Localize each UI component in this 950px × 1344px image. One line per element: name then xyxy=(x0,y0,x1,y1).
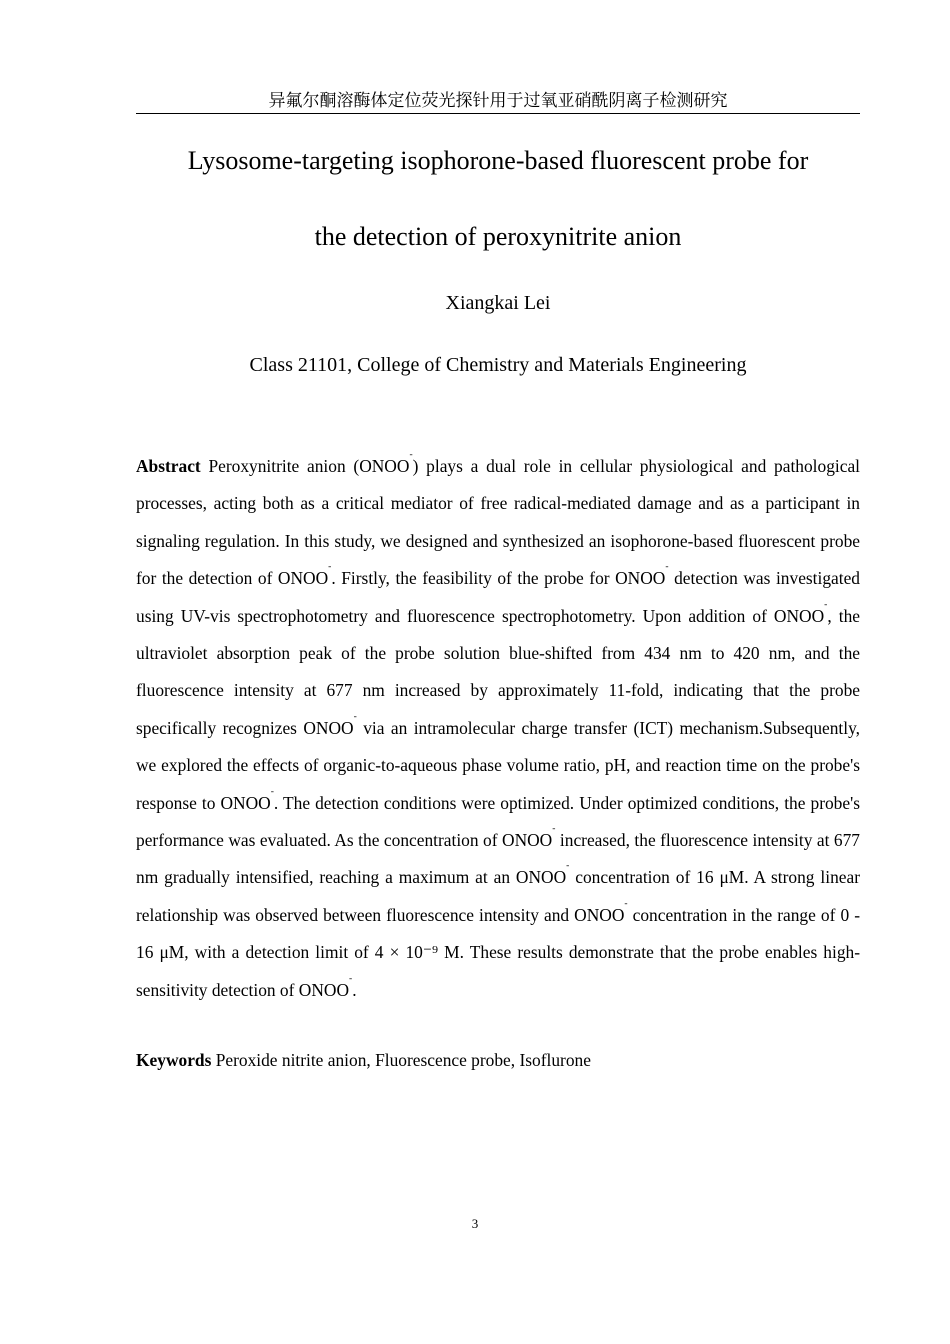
abstract-text: increased, the fluorescence intensity at 677 nm gradually intensified, reaching a maximum at an ONOO xyxy=(136,830,860,888)
running-header: 异氟尔酮溶酶体定位荧光探针用于过氧亚硝酰阴离子检测研究 xyxy=(136,90,860,114)
superscript-charge: - xyxy=(349,972,353,984)
abstract-text: ) plays a dual role in cellular physiological and pathological processes, acting both as a critical mediator of free radical-mediated damage and as a participant in signaling regulation. In this study, we designed and synthesized an isophorone-based fluorescent probe for the detection of ONOO xyxy=(136,456,860,589)
superscript-charge: - xyxy=(624,897,628,909)
author-name: Xiangkai Lei xyxy=(445,292,551,314)
author-affiliation: Class 21101, College of Chemistry and Materials Engineering xyxy=(249,354,747,376)
superscript-charge: - xyxy=(353,710,357,722)
paper-title-line-2: the detection of peroxynitrite anion xyxy=(314,222,682,251)
keywords-text: Peroxide nitrite anion, Fluorescence probe, Isoflurone xyxy=(211,1050,591,1070)
superscript-charge: - xyxy=(270,785,274,797)
abstract-text: via an intramolecular charge transfer (ICT) mechanism.Subsequently, we explored the effects of organic-to-aqueous phase volume ratio, pH, and reaction time on the probe's response to ONOO xyxy=(136,717,860,813)
superscript-charge: - xyxy=(566,860,570,872)
superscript-charge: - xyxy=(409,449,413,460)
paper-title-line-1: Lysosome-targeting isophorone-based fluorescent probe for xyxy=(187,146,809,175)
superscript-charge: - xyxy=(824,598,828,610)
abstract-text: Peroxynitrite anion (ONOO xyxy=(200,456,410,476)
abstract-paragraph xyxy=(136,448,860,1009)
keywords-line xyxy=(136,1047,860,1073)
abstract-text: , the ultraviolet absorption peak of the probe solution blue-shifted from 434 nm to 420 nm, and the fluorescence intensity at 677 nm increased by approximately 11-fold, indicating that the probe specifically recognizes ONOO xyxy=(136,605,860,738)
abstract-text: detection was investigated using UV-vis spectrophotometry and fluorescence spectrophotometry. Upon addition of ONOO xyxy=(136,568,861,626)
abstract-text: . Firstly, the feasibility of the probe for ONOO xyxy=(331,568,666,589)
abstract-label: Abstract xyxy=(136,456,201,476)
abstract-text: concentration of 16 μM. A strong linear relationship was observed between fluorescence intensity and ONOO xyxy=(136,867,860,925)
abstract-text: concentration in the range of 0 - 16 μM, with a detection limit of 4 × 10⁻⁹ M. These results demonstrate that the probe enables high-sensitivity detection of ONOO xyxy=(136,904,860,1000)
abstract-text: . xyxy=(352,979,357,1000)
superscript-charge: - xyxy=(328,561,332,573)
abstract-text: . The detection conditions were optimized. Under optimized conditions, the probe's performance was evaluated. As the concentration of ONOO xyxy=(136,792,860,851)
superscript-charge: - xyxy=(665,561,669,573)
keywords-label: Keywords xyxy=(136,1050,212,1070)
superscript-charge: - xyxy=(552,823,556,835)
page-number: 3 xyxy=(471,1216,479,1231)
